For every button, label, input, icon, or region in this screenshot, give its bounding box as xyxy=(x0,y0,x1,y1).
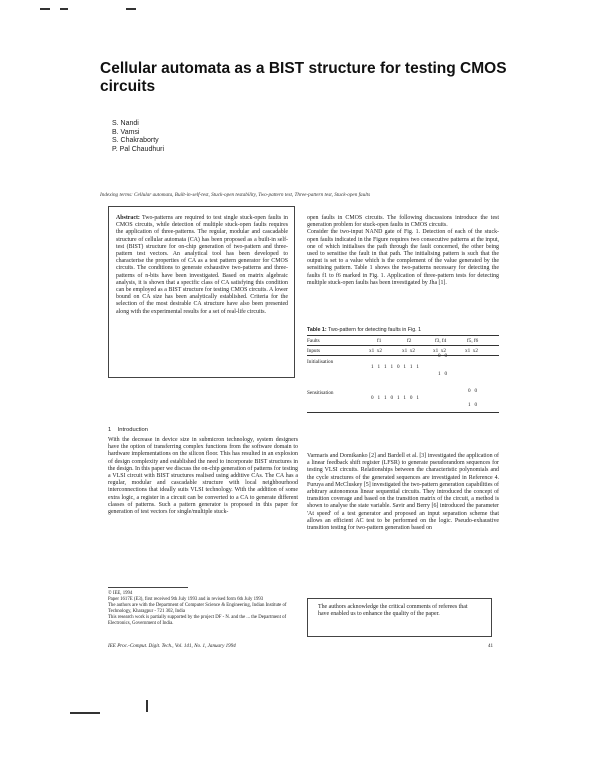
abstract xyxy=(116,215,288,316)
scan-mark xyxy=(40,8,50,10)
table-caption xyxy=(307,327,421,333)
table-header-cell: Faults xyxy=(307,338,320,344)
acknowledgement: The authors acknowledge the critical comments of referees that have enabled us to enhance the quality of the paper. xyxy=(318,604,468,618)
indexing-terms: Indexing terms: Cellular automata, Built-in-self-test, Stuck-open testability, Two-pattern test, Three-pattern test, Stuck-open faults xyxy=(100,192,371,198)
table-cell: 0 1 1 0 1 1 0 1 xyxy=(371,395,419,401)
table-header-cell: Inputs xyxy=(307,348,320,354)
page-number: 41 xyxy=(488,643,494,649)
footnote: © IEE, 1994 xyxy=(108,591,133,596)
table-header-cell: x1 x2 xyxy=(433,348,446,354)
table-cell: 0 0 xyxy=(438,353,448,359)
table-header-cell: x1 x2 xyxy=(369,348,382,354)
table-caption-label: Table 1: xyxy=(307,327,327,333)
table-cell: 1 0 xyxy=(468,402,478,408)
table-rule xyxy=(307,345,499,346)
table-header-cell: f5, f6 xyxy=(467,338,479,344)
table-rule xyxy=(307,412,499,413)
table-cell: 0 0 xyxy=(468,388,478,394)
author: P. Pal Chaudhuri xyxy=(112,145,165,153)
author: B. Vamsi xyxy=(112,128,140,136)
footnote: Paper 1617E (E3), first received 9th July 1993 and in revised form 6th July 1993 xyxy=(108,596,264,602)
table-header-cell: x1 x2 xyxy=(465,348,478,354)
footnote: This research work is partially supported by the project DF - N. and the ... the Department of Electronics, Government of India. xyxy=(108,614,287,626)
footnote: The authors are with the Department of Computer Science & Engineering, Indian Institute of Technology, Kharagpur - 721 302, India xyxy=(108,602,287,614)
table-caption-text: Two-pattern for detecting faults in Fig. 1 xyxy=(328,327,422,333)
table-header-cell: f1 xyxy=(377,338,382,344)
abstract-label: Abstract: xyxy=(116,215,140,221)
scan-mark xyxy=(70,712,100,714)
table-header-cell: f2 xyxy=(407,338,412,344)
right-column-text: open faults in CMOS circuits. The following discussions introduce the test generation problem for stuck-open faults in CMOS circuits. Consider the two-input NAND gate of Fig. 1. Detection of each of the stuck-open faults indicated in the Figure requires two consecutive patterns at the input, one of which initialises the path through the fault concerned, the other being used to sensitise the fault in that path. The initialising pattern is such that the output is set to a value which is the complement of the value generated by the sensitising pattern. Table 1 shows the two-patterns necessary for detecting the faults f1 to f6 marked in Fig. 1. Application of three-pattern tests for detecting multiple stuck-open faults has been investigated by Jha [1]. xyxy=(307,215,499,286)
footnote-rule xyxy=(108,587,188,588)
footnotes xyxy=(108,591,298,626)
abstract-text: Two-patterns are required to test single stuck-open faults in CMOS circuits, while detection of multiple stuck-open faults requires the application of three-patterns. The regular, modular and cascadable structure of cellular automata (CA) has been proposed as a built-in self-test (BIST) structure for on-chip generation of two-pattern and three-pattern test vectors. An analytical tool has been developed to characterise the properties of CA as a test pattern generator for CMOS circuits. The conditions to generate exhaustive two-patterns and three-patterns of n-bits have been investigated. Based on matrix algebraic analysis, it is shown that a specific class of CA satisfying this condition can be employed as a BIST structure for testing CMOS circuits. A lower bound on CA size has been analytically established. Criteria for the selection of the most desirable CA structure have also been presented along with the experimental results for a set of real-life circuits. xyxy=(116,215,288,315)
scan-mark xyxy=(146,700,148,712)
author-list xyxy=(112,120,164,154)
table-row-label: Initialisation xyxy=(307,359,334,365)
scan-mark xyxy=(60,8,68,10)
table-header-cell: x1 x2 xyxy=(402,348,415,354)
introduction-text: With the decrease in device size in submicron technology, system designers have the option of transferring complex functions from the software domain to hardware implementations on the silicon floor. This has resulted in an explosion of design complexity and established the need to incorporate BIST structures in the design. In this paper we discuss the on-chip generation of patterns for testing a VLSI circuit with BIST structures realised using additive CAs. The CA has a regular, modular and cascadable structure with local neighbourhood interconnections that ideally suits VLSI technology. With the addition of some extra logic, a register in a circuit can be converted to a CA to generate different classes of patterns. Such a pattern generator is proposed in this paper for generation of test vectors for single/multiple stuck- xyxy=(108,437,298,516)
author: S. Nandi xyxy=(112,120,139,127)
section-heading: 1 Introduction xyxy=(108,427,148,433)
table-cell: 1 0 xyxy=(438,371,448,377)
journal-citation: IEE Proc.-Comput. Digit. Tech., Vol. 141, No. 1, January 1994 xyxy=(108,643,236,649)
right-column-text-2: Varmaris and Domikanko [2] and Bardell et al. [3] investigated the application of a linear feedback shift register (LFSR) to generate pseudorandom sequences for testing VLSI circuits. Relationships between the characteristic polynomials and the cycle structures of the generated sequences are investigated in Reference 4. Furuya and McCluskey [5] investigated the two-pattern generation capabilities of arbitrary autonomous linear sequential circuits. They introduced the concept of transition coverage and based on the transition matrix of the circuit, a method is shown to analyse the state variable. Savir and Berry [6] introduced the parameter 'At speed' of a test generator and proposed an input separation scheme that allows an efficient AC test to be performed on the logic. Pseudo-exhaustive transition testing for two-pattern generation based on xyxy=(307,453,499,532)
paper-title: Cellular automata as a BIST structure for testing CMOS circuits xyxy=(100,60,507,95)
table-rule xyxy=(307,335,499,336)
table-header-cell: f3, f4 xyxy=(435,338,447,344)
scan-mark xyxy=(126,8,136,10)
table-rule xyxy=(307,355,499,356)
table-row-label: Sensitisation xyxy=(307,390,334,396)
author: S. Chakraborty xyxy=(112,137,159,145)
table-cell: 1 1 1 1 0 1 1 1 xyxy=(371,364,419,370)
